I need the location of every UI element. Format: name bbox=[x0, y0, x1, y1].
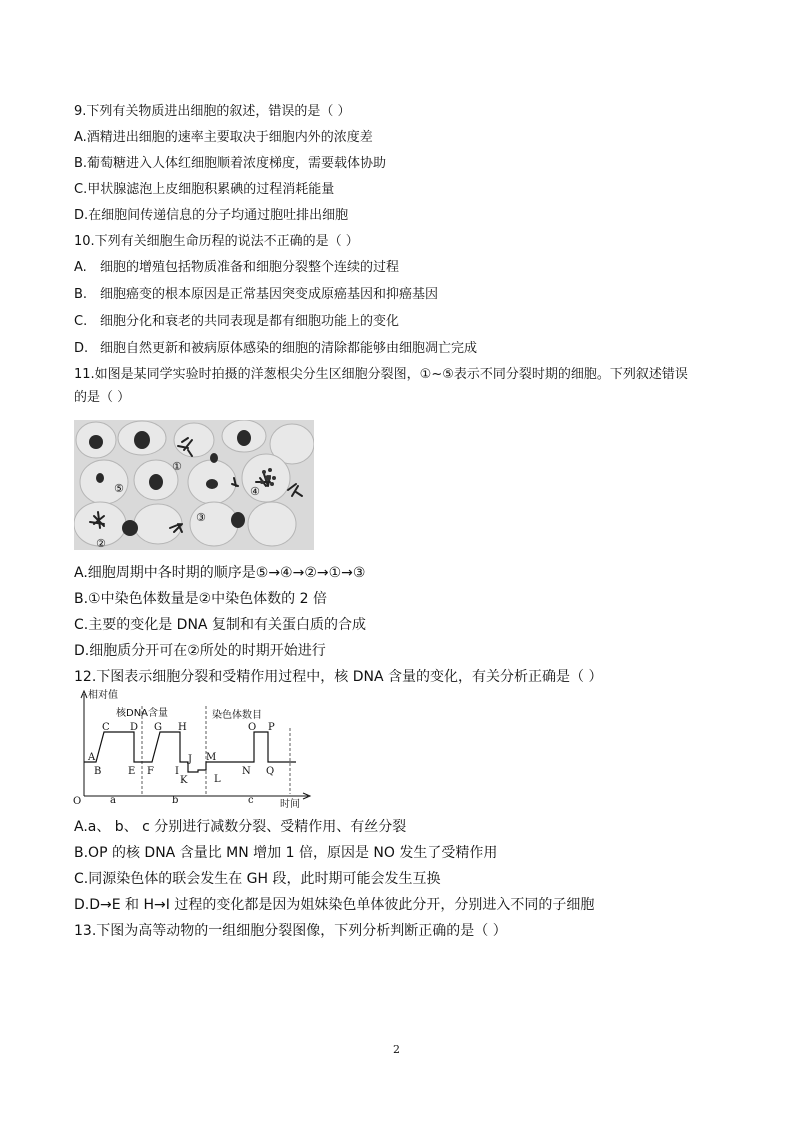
point-F: F bbox=[147, 766, 154, 777]
graph-legend-right: 染色体数目 bbox=[212, 710, 262, 721]
point-H: H bbox=[178, 722, 187, 733]
onion-root-tip-micrograph bbox=[74, 420, 314, 550]
option-letter: D. bbox=[74, 341, 89, 356]
point-M: M bbox=[206, 752, 217, 763]
label-5: ⑤ bbox=[114, 482, 124, 495]
graph-xlabel: 时间 bbox=[280, 799, 300, 810]
option-text: 细胞分化和衰老的共同表现是都有细胞功能上的变化 bbox=[100, 314, 400, 329]
option-letter: C. bbox=[74, 314, 88, 329]
point-D: D bbox=[130, 722, 139, 733]
point-L: L bbox=[214, 774, 221, 785]
label-3: ③ bbox=[196, 511, 206, 524]
segment-c: c bbox=[248, 795, 254, 806]
q12-option-c: C.同源染色体的联会发生在 GH 段，此时期可能会发生互换 bbox=[74, 871, 441, 887]
q10-option-a bbox=[74, 260, 674, 276]
point-B: B bbox=[94, 766, 102, 777]
graph-origin: O bbox=[73, 796, 82, 807]
q12-option-b: B.OP 的核 DNA 含量比 MN 增加 1 倍，原因是 NO 发生了受精作用 bbox=[74, 845, 498, 861]
q9-option-a: A.酒精进出细胞的速率主要取决于细胞内外的浓度差 bbox=[74, 130, 373, 145]
q11-option-d: D.细胞质分开可在②所处的时期开始进行 bbox=[74, 643, 326, 659]
option-text: 细胞癌变的根本原因是正常基因突变成原癌基因和抑癌基因 bbox=[100, 287, 439, 302]
q13-stem: 13.下图为高等动物的一组细胞分裂图像，下列分析判断正确的是（ ） bbox=[74, 923, 507, 939]
graph-legend-left: 核DNA含量 bbox=[116, 708, 169, 719]
dna-content-graph bbox=[72, 688, 312, 810]
q10-option-c bbox=[74, 314, 674, 330]
point-C: C bbox=[102, 722, 110, 733]
point-Q: Q bbox=[266, 766, 275, 777]
label-4: ④ bbox=[250, 485, 260, 498]
q11-option-c: C.主要的变化是 DNA 复制和有关蛋白质的合成 bbox=[74, 617, 366, 633]
q9-stem: 9.下列有关物质进出细胞的叙述，错误的是（ ） bbox=[74, 104, 351, 119]
option-letter: A. bbox=[74, 260, 87, 275]
q10-stem: 10.下列有关细胞生命历程的说法不正确的是（ ） bbox=[74, 234, 359, 249]
q12-stem: 12.下图表示细胞分裂和受精作用过程中，核 DNA 含量的变化，有关分析正确是（ ） bbox=[74, 669, 603, 685]
option-text: 细胞的增殖包括物质准备和细胞分裂整个连续的过程 bbox=[100, 260, 400, 275]
option-letter: B. bbox=[74, 287, 88, 302]
q11-stem-line1: 11.如图是某同学实验时拍摄的洋葱根尖分生区细胞分裂图，①~⑤表示不同分裂时期的细胞。下列叙述错误 bbox=[74, 367, 688, 382]
label-1: ① bbox=[172, 460, 182, 473]
point-J: J bbox=[188, 754, 193, 765]
point-A: A bbox=[88, 752, 96, 763]
label-2: ② bbox=[96, 537, 106, 550]
point-N: N bbox=[242, 766, 251, 777]
q9-option-b: B.葡萄糖进入人体红细胞顺着浓度梯度，需要载体协助 bbox=[74, 156, 387, 171]
q10-option-d bbox=[74, 341, 674, 357]
point-O: O bbox=[248, 722, 257, 733]
point-P: P bbox=[268, 722, 275, 733]
q11-option-a: A.细胞周期中各时期的顺序是⑤→④→②→①→③ bbox=[74, 565, 366, 581]
q10-option-b bbox=[74, 287, 674, 303]
point-G: G bbox=[154, 722, 162, 733]
micrograph-image bbox=[74, 420, 314, 550]
graph-ylabel: 相对值 bbox=[88, 690, 118, 701]
graph-svg bbox=[72, 688, 312, 810]
segment-b: b bbox=[172, 795, 179, 806]
page-number: 2 bbox=[393, 1043, 400, 1056]
q12-option-d: D.D→E 和 H→I 过程的变化都是因为姐妹染色单体彼此分开，分别进入不同的子细胞 bbox=[74, 897, 595, 913]
q9-option-c: C.甲状腺滤泡上皮细胞积累碘的过程消耗能量 bbox=[74, 182, 335, 197]
q11-option-b: B.①中染色体数量是②中染色体数的 2 倍 bbox=[74, 591, 327, 607]
q11-stem-line2: 的是（ ） bbox=[74, 390, 131, 405]
segment-a: a bbox=[110, 795, 116, 806]
option-text: 细胞自然更新和被病原体感染的细胞的清除都能够由细胞凋亡完成 bbox=[100, 341, 478, 356]
q9-option-d: D.在细胞间传递信息的分子均通过胞吐排出细胞 bbox=[74, 208, 349, 223]
point-E: E bbox=[128, 766, 136, 777]
point-I: I bbox=[175, 766, 179, 777]
point-K: K bbox=[180, 775, 188, 786]
q12-option-a: A.a、 b、 c 分别进行减数分裂、受精作用、有丝分裂 bbox=[74, 819, 407, 835]
